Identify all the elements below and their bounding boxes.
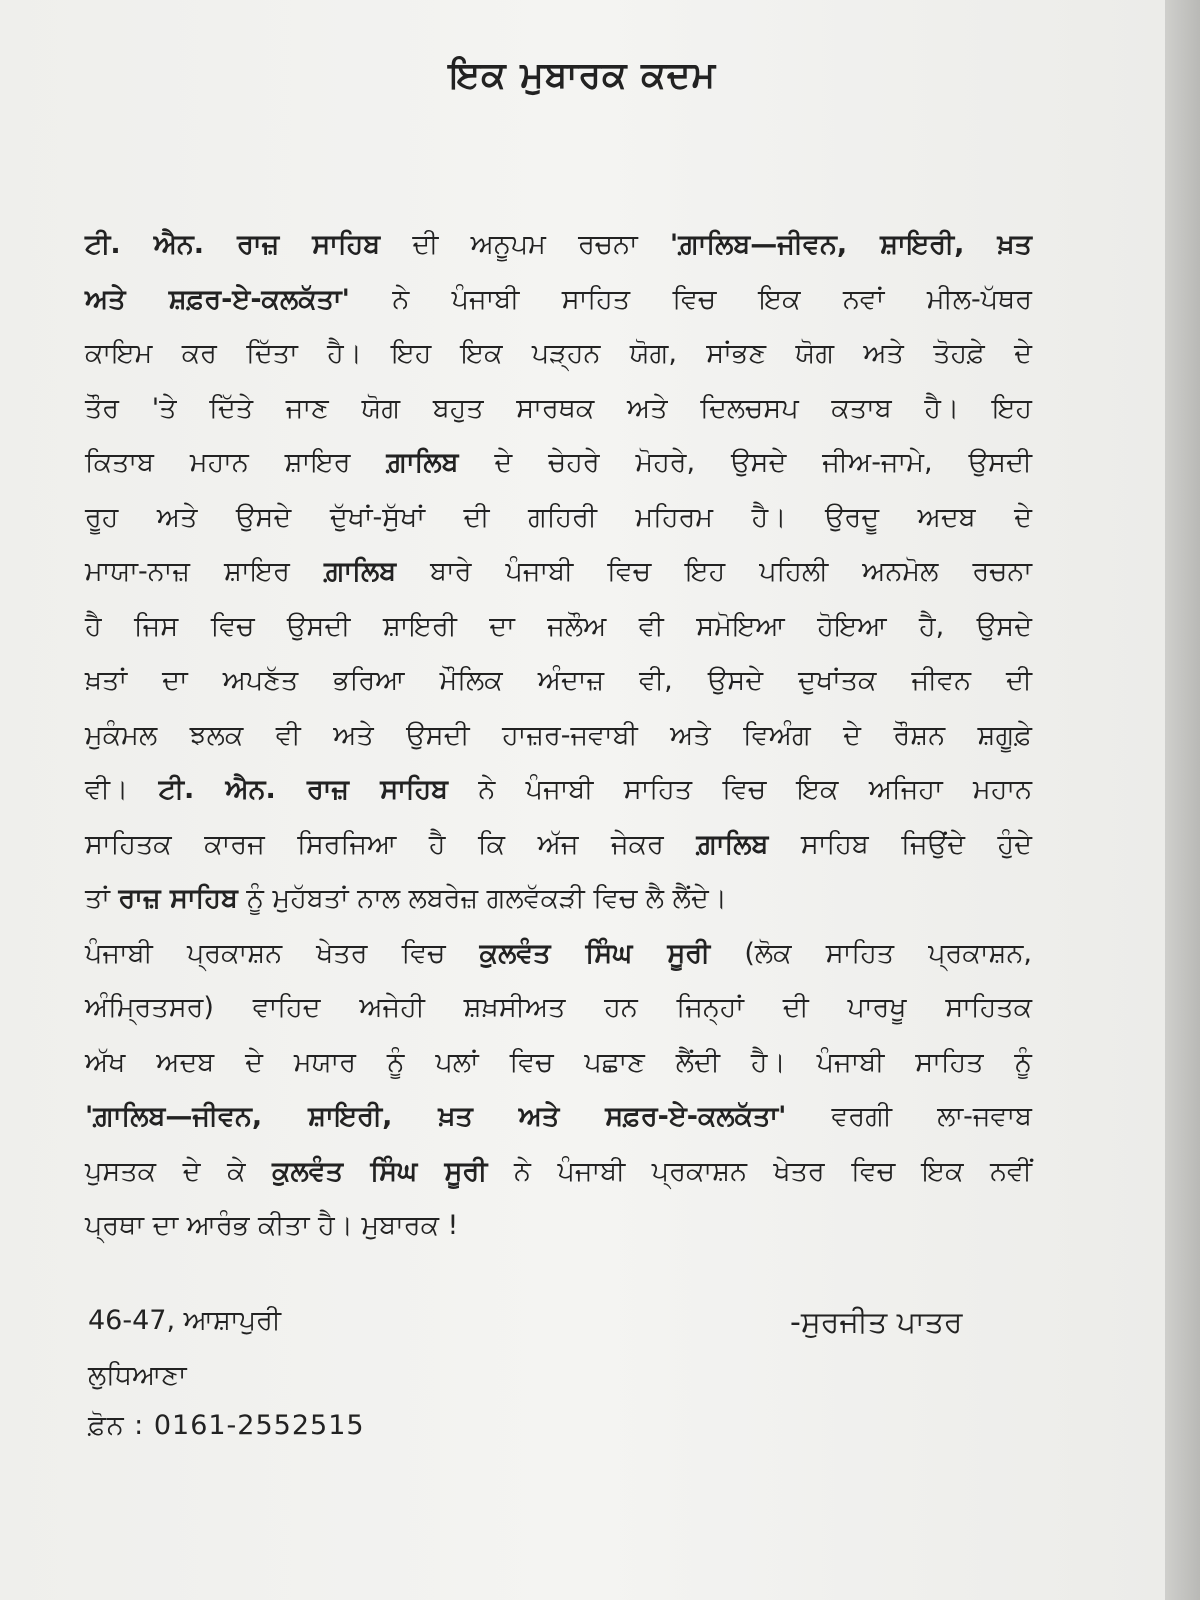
text-segment: ਪ੍ਰਥਾ ਦਾ ਆਰੰਭ ਕੀਤਾ ਹੈ। ਮੁਬਾਰਕ ! [85,1210,459,1241]
text-segment: ਸਾਹਿਬ ਜਿਉਂਦੇ ਹੁੰਦੇ [768,828,1032,860]
bold-text-segment: ਟੀ. ਐਨ. ਰਾਜ਼ ਸਾਹਿਬ [158,774,449,805]
text-line [85,818,1032,873]
text-segment: ਨੇ ਪੰਜਾਬੀ ਪ੍ਰਕਾਸ਼ਨ ਖੇਤਰ ਵਿਚ ਇਕ ਨਵੀਂ [487,1155,1032,1187]
text-line [85,927,1032,982]
text-line [85,709,1032,764]
text-line [85,545,1032,600]
text-line [85,654,1032,709]
text-line [85,218,1032,273]
text-segment: ਨੂੰ ਮੁਹੱਬਤਾਂ ਨਾਲ ਲਬਰੇਜ਼ ਗਲਵੱਕੜੀ ਵਿਚ ਲੈ ਲੈਂਦੇ। [237,883,727,914]
bold-text-segment: 'ਗ਼ਾਲਿਬ—ਜੀਵਨ, ਸ਼ਾਇਰੀ, ਖ਼ਤ ਅਤੇ ਸਫ਼ਰ-ਏ-ਕਲਕੱਤਾ' [85,1101,787,1132]
author-signature: -ਸੁਰਜੀਤ ਪਾਤਰ [790,1305,963,1340]
text-line [85,981,1032,1036]
text-segment: ਤਾਂ [85,883,119,914]
text-segment: ਨੇ ਪੰਜਾਬੀ ਸਾਹਿਤ ਵਿਚ ਇਕ ਨਵਾਂ ਮੀਲ-ਪੱਥਰ [349,283,1032,315]
text-segment: ਬਾਰੇ ਪੰਜਾਬੀ ਵਿਚ ਇਹ ਪਹਿਲੀ ਅਨਮੋਲ ਰਚਨਾ [396,556,1033,587]
address-line-2: ਲੁਧਿਆਣਾ [88,1360,187,1391]
text-segment: ਅੰਮ੍ਰਿਤਸਰ) ਵਾਹਿਦ ਅਜੇਹੀ ਸ਼ਖ਼ਸੀਅਤ ਹਨ ਜਿਨ੍ਹਾਂ ਦੀ ਪਾਰਖੂ ਸਾਹਿਤਕ [85,992,1032,1023]
text-segment: ਹੈ ਜਿਸ ਵਿਚ ਉਸਦੀ ਸ਼ਾਇਰੀ ਦਾ ਜਲੌਅ ਵੀ ਸਮੋਇਆ ਹੋਇਆ ਹੈ, ਉਸਦੇ [85,610,1032,642]
page-edge [1165,0,1200,1600]
text-line [85,436,1032,491]
text-segment: ਤੌਰ 'ਤੇ ਦਿੱਤੇ ਜਾਣ ਯੋਗ ਬਹੁਤ ਸਾਰਥਕ ਅਤੇ ਦਿਲਚਸਪ ਕਤਾਬ ਹੈ। ਇਹ [85,392,1032,424]
bold-text-segment: ਰਾਜ਼ ਸਾਹਿਬ [118,883,238,914]
text-line [85,600,1032,655]
bold-text-segment: ਗ਼ਾਲਿਬ [323,556,397,587]
page-title: ਇਕ ਮੁਬਾਰਕ ਕਦਮ [448,55,717,96]
text-segment: ਕਿਤਾਬ ਮਹਾਨ ਸ਼ਾਇਰ [85,447,387,478]
bold-text-segment: ਕੁਲਵੰਤ ਸਿੰਘ ਸੂਰੀ [479,937,711,969]
text-segment: ਦੇ ਚੇਹਰੇ ਮੋਹਰੇ, ਉਸਦੇ ਜੀਅ-ਜਾਮੇ, ਉਸਦੀ [458,447,1032,478]
address-line-1: 46-47, ਆਸ਼ਾਪੁਰੀ [88,1305,281,1336]
bold-text-segment: ਗ਼ਾਲਿਬ [386,447,459,478]
bold-text-segment: 'ਗ਼ਾਲਿਬ—ਜੀਵਨ, ਸ਼ਾਇਰੀ, ਖ਼ਤ [669,229,1032,260]
text-segment: ਸਾਹਿਤਕ ਕਾਰਜ ਸਿਰਜਿਆ ਹੈ ਕਿ ਅੱਜ ਜੇਕਰ [85,828,697,860]
text-line [85,1090,1032,1145]
text-segment: ਕਾਇਮ ਕਰ ਦਿੱਤਾ ਹੈ। ਇਹ ਇਕ ਪੜ੍ਹਨ ਯੋਗ, ਸਾਂਭਣ ਯੋਗ ਅਤੇ ਤੋਹਫ਼ੇ ਦੇ [85,338,1032,369]
text-segment: ਮੁਕੰਮਲ ਝਲਕ ਵੀ ਅਤੇ ਉਸਦੀ ਹਾਜ਼ਰ-ਜਵਾਬੀ ਅਤੇ ਵਿਅੰਗ ਦੇ ਰੌਸ਼ਨ ਸ਼ਗੂਫ਼ੇ [85,719,1032,751]
text-segment: ਪੰਜਾਬੀ ਪ੍ਰਕਾਸ਼ਨ ਖੇਤਰ ਵਿਚ [85,937,480,969]
text-line [85,763,1032,818]
text-segment: ਨੇ ਪੰਜਾਬੀ ਸਾਹਿਤ ਵਿਚ ਇਕ ਅਜਿਹਾ ਮਹਾਨ [448,774,1032,805]
text-line [85,273,1032,328]
text-segment: (ਲੋਕ ਸਾਹਿਤ ਪ੍ਰਕਾਸ਼ਨ, [710,937,1033,969]
text-segment: ਰੂਹ ਅਤੇ ਉਸਦੇ ਦੁੱਖਾਂ-ਸੁੱਖਾਂ ਦੀ ਗਹਿਰੀ ਮਹਿਰਮ ਹੈ। ਉਰਦੂ ਅਦਬ ਦੇ [85,501,1032,533]
bold-text-segment: ਅਤੇ ਸ਼ਫ਼ਰ-ਏ-ਕਲਕੱਤਾ' [85,283,350,315]
body-text [85,218,1032,1254]
text-segment: ਵਰਗੀ ਲਾ-ਜਵਾਬ [786,1101,1033,1132]
text-segment: ਪੁਸਤਕ ਦੇ ਕੇ [85,1155,273,1187]
text-line [85,382,1032,437]
text-line [85,1145,1032,1200]
bold-text-segment: ਗ਼ਾਲਿਬ [696,828,769,860]
text-segment: ਮਾਯਾ-ਨਾਜ਼ ਸ਼ਾਇਰ [85,556,324,587]
text-segment: ਅੱਖ ਅਦਬ ਦੇ ਮਯਾਰ ਨੂੰ ਪਲਾਂ ਵਿਚ ਪਛਾਣ ਲੈਂਦੀ ਹੈ। ਪੰਜਾਬੀ ਸਾਹਿਤ ਨੂੰ [85,1046,1032,1078]
bold-text-segment: ਕੁਲਵੰਤ ਸਿੰਘ ਸੂਰੀ [272,1155,488,1187]
text-line [85,327,1032,382]
text-segment: ਵੀ। [85,774,159,805]
bold-text-segment: ਟੀ. ਐਨ. ਰਾਜ਼ ਸਾਹਿਬ [85,229,381,260]
text-line [85,1199,1032,1254]
phone-number: ਫ਼ੋਨ : 0161-2552515 [88,1410,365,1441]
text-line [85,1036,1032,1091]
text-line [85,491,1032,546]
text-line [85,872,1032,927]
text-segment: ਦੀ ਅਨੂਪਮ ਰਚਨਾ [380,229,670,260]
text-segment: ਖ਼ਤਾਂ ਦਾ ਅਪਣੱਤ ਭਰਿਆ ਮੌਲਿਕ ਅੰਦਾਜ਼ ਵੀ, ਉਸਦੇ ਦੁਖਾਂਤਕ ਜੀਵਨ ਦੀ [85,665,1032,696]
